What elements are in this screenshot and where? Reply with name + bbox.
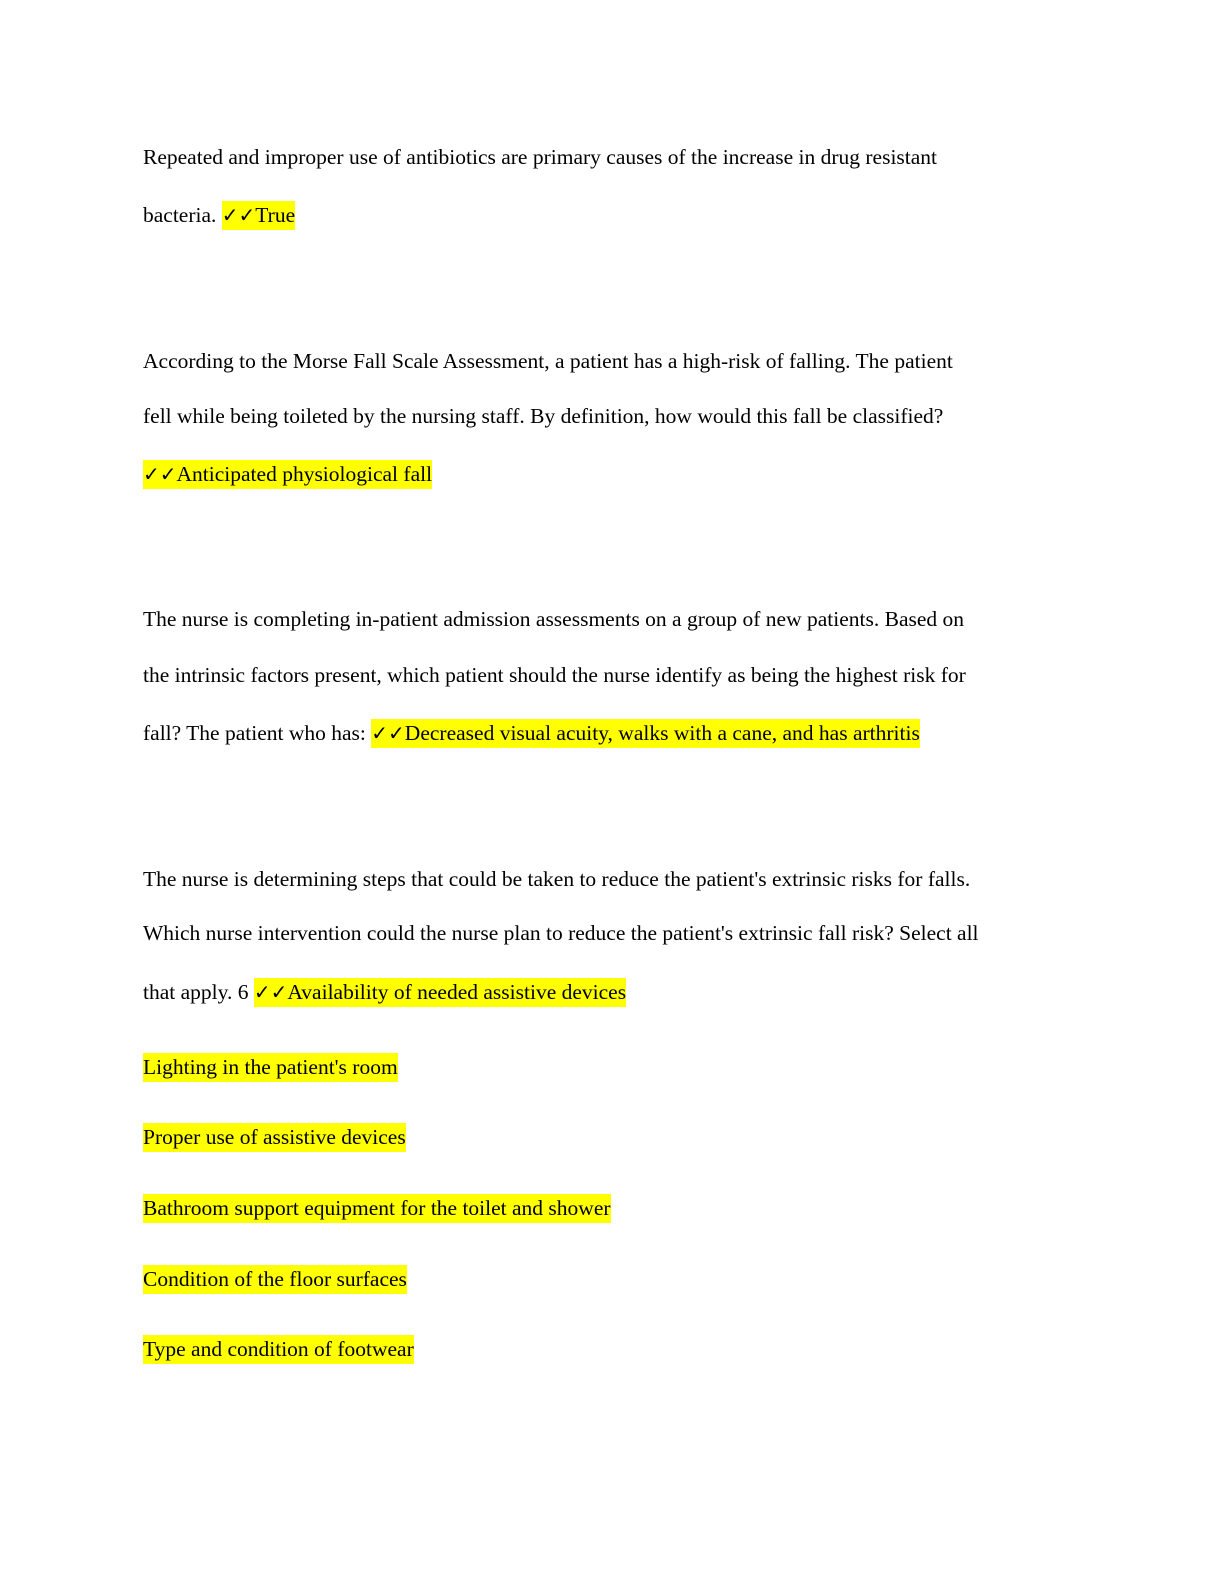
answer-text: Availability of needed assistive devices [287, 980, 627, 1004]
question-4-answer-5: Condition of the floor surfaces [143, 1265, 407, 1294]
answer-text: Decreased visual acuity, walks with a cane, and has arthritis [404, 721, 920, 745]
question-2-answer [143, 460, 432, 489]
question-4-answer-6-line [143, 1334, 414, 1364]
question-4-answer-5-line [143, 1264, 407, 1294]
answer-text: Anticipated physiological fall [176, 462, 433, 486]
question-2-line-1: According to the Morse Fall Scale Assessment, a patient has a high-risk of falling. The patient [143, 349, 953, 373]
question-3-line-3 [143, 718, 920, 748]
question-2-line-2: fell while being toileted by the nursing staff. By definition, how would this fall be classified? [143, 404, 944, 428]
question-4-line-2: Which nurse intervention could the nurse plan to reduce the patient's extrinsic fall risk? Select all [143, 921, 979, 945]
question-3-line-2: the intrinsic factors present, which patient should the nurse identify as being the highest risk for [143, 663, 966, 687]
question-4-answer-4-line [143, 1193, 611, 1223]
question-1-answer [222, 201, 295, 230]
check-mark-icon: ✓✓ [253, 980, 288, 1004]
question-4-answer-4: Bathroom support equipment for the toilet and shower [143, 1194, 611, 1223]
check-mark-icon: ✓✓ [143, 462, 177, 486]
question-4-text-end: that apply. 6 [143, 980, 249, 1004]
question-4-line-3 [143, 977, 626, 1007]
question-1-line-2 [143, 200, 295, 230]
question-3-text-end: fall? The patient who has: [143, 721, 366, 745]
check-mark-icon: ✓✓ [371, 721, 405, 745]
question-2-line-3 [143, 459, 432, 489]
question-1-line-1: Repeated and improper use of antibiotics are primary causes of the increase in drug resistant [143, 145, 938, 169]
check-mark-icon: ✓✓ [221, 203, 256, 227]
answer-text: True [255, 203, 296, 227]
question-4-answer-1 [254, 978, 626, 1007]
question-4-answer-3-line [143, 1122, 406, 1152]
question-4-answer-6: Type and condition of footwear [143, 1335, 414, 1364]
question-4-answer-2-line [143, 1052, 398, 1082]
question-1-text-end: bacteria. [143, 203, 217, 227]
question-3-line-1: The nurse is completing in-patient admission assessments on a group of new patients. Based on [143, 607, 965, 631]
question-4-answer-3: Proper use of assistive devices [143, 1123, 406, 1152]
question-4-answer-2: Lighting in the patient's room [143, 1053, 398, 1082]
question-4-line-1: The nurse is determining steps that could be taken to reduce the patient's extrinsic risks for falls. [143, 867, 971, 891]
question-3-answer [371, 719, 920, 748]
